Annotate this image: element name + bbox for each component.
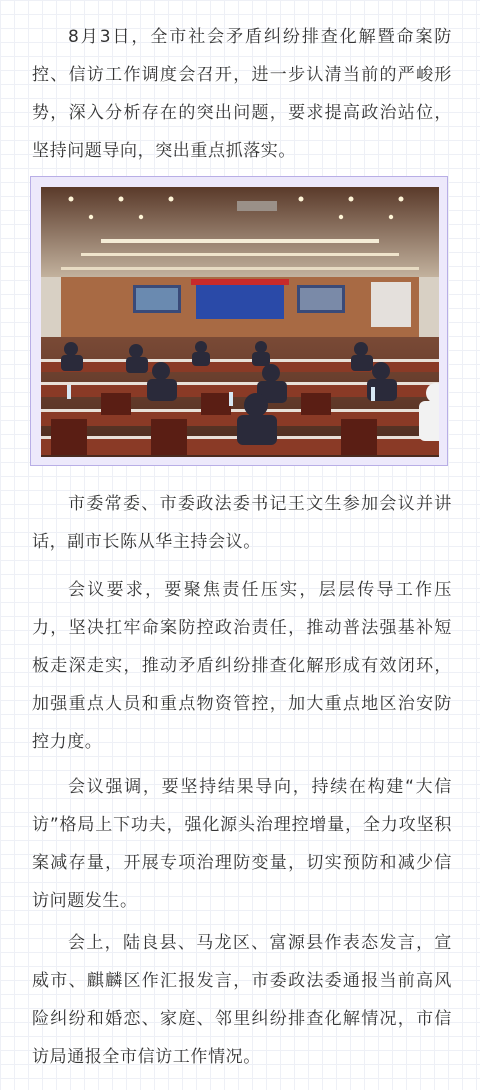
photo-frame: [30, 176, 448, 466]
paragraph-5: 会上，陆良县、马龙区、富源县作表态发言，宣威市、麒麟区作汇报发言，市委政法委通报当前高风险纠纷和婚恋、家庭、邻里纠纷排查化解情况，市信访局通报全市信访工作情况。: [32, 933, 452, 1067]
paragraph-4: 会议强调，要坚持结果导向，持续在构建“大信访”格局上下功夫，强化源头治理控增量，全力攻坚积案减存量，开展专项治理防变量，切实预防和减少信访问题发生。: [32, 777, 452, 911]
meeting-photo: [41, 187, 439, 457]
paragraph-3: 会议要求，要聚焦责任压实，层层传导工作压力，坚决扛牢命案防控政治责任，推动普法强基补短板走深走实，推动矛盾纠纷排查化解形成有效闭环，加强重点人员和重点物资管控，加大重点地区治安防控力度。: [32, 580, 452, 752]
paragraph-2: 市委常委、市委政法委书记王文生参加会议并讲话，副市长陈从华主持会议。: [32, 494, 452, 552]
meeting-photo-illustration: [41, 187, 439, 457]
paragraph-1: 8月3日，全市社会矛盾纠纷排查化解暨命案防控、信访工作调度会召开，进一步认清当前的严峻形势，深入分析存在的突出问题，要求提高政治站位，坚持问题导向，突出重点抓落实。: [32, 27, 452, 161]
